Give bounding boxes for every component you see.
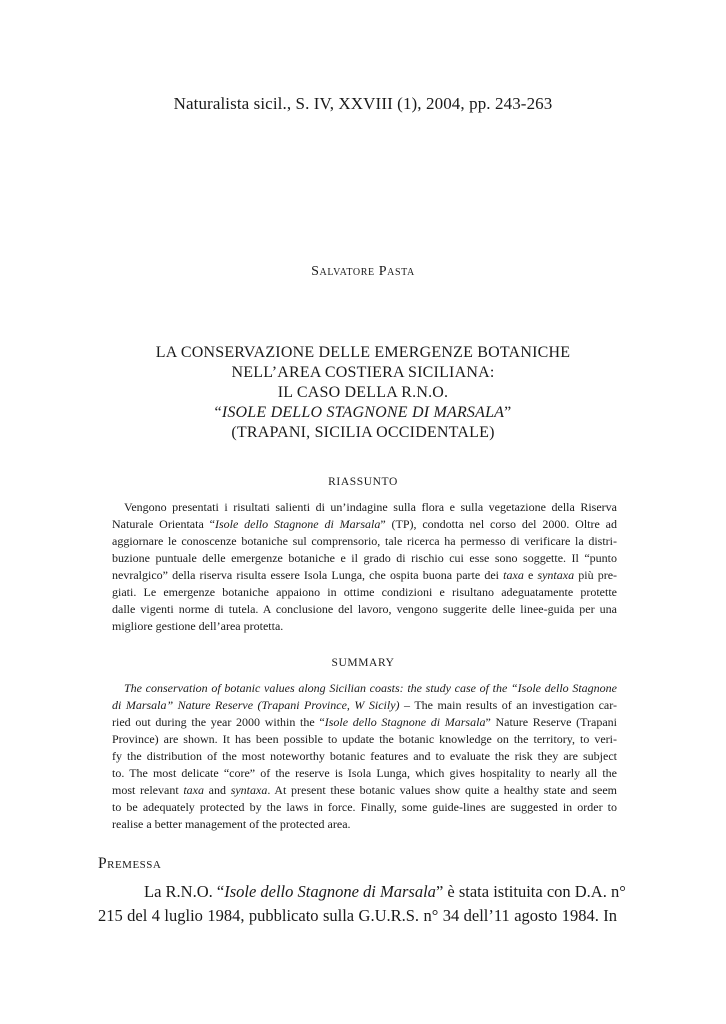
summary-text: The conservation of botanic values along Sicilian coasts: the study case of the “Isole dello Stagnone di Marsala” Nature Reserve (Trapani Province, W Sicily) – The main results of an investigation car- ried out during the year 2000 within the “Isole dello Stagnone di Marsala” Nature Reserve (Trapani Province) are shown. It has been possible to update the botanic knowledge on the territory, to veri- fy the distribution of the most noteworthy botanic features and to evaluate the risk they are subject to. The most delicate “core” of the reserve is Isola Lunga, which gives hospitality to nearly all the most relevant taxa and syntaxa. At present these botanic values show quite a healthy state and seem to be adequately protected by the laws in force. Finally, some guide-lines are suggested in order to realise a better management of the protected area.	[112, 681, 618, 831]
premessa-text: La R.N.O. “Isole dello Stagnone di Marsala” è stata istituita con D.A. n° 215 del 4 luglio 1984, pubblicato sulla G.U.R.S. n° 34 dell’11 agosto 1984. In	[98, 882, 626, 925]
premessa-heading: Premessa	[98, 855, 162, 872]
paper-title	[0, 343, 726, 443]
summary-heading: SUMMARY	[331, 657, 395, 669]
title-line-5: (TRAPANI, SICILIA OCCIDENTALE)	[231, 424, 495, 441]
title-line-2: NELL’AREA COSTIERA SICILIANA:	[231, 364, 495, 381]
title-line-4: “ISOLE DELLO STAGNONE DI MARSALA”	[214, 404, 512, 421]
riassunto-heading: RIASSUNTO	[328, 476, 398, 488]
journal-citation: Naturalista sicil., S. IV, XXVIII (1), 2004, pp. 243-263	[173, 94, 553, 113]
riassunto-text: Vengono presentati i risultati salienti di un’indagine sulla flora e sulla vegetazione della Riserva Naturale Orientata “Isole dello Stagnone di Marsala” (TP), condotta nel corso del 2000. Oltre ad aggiornare le conoscenze botaniche sul comprensorio, tale ricerca ha permesso di verificare la distri- buzione puntuale delle emergenze botaniche e il grado di rischio cui esse sono soggette. Il “punto nevralgico” della riserva risulta essere Isola Lunga, che ospita buona parte dei taxa e syntaxa più pre- giati. Le emergenze botaniche appaiono in ottime condizioni e risultano adeguatamente protette dalle vigenti norme di tutela. A conclusione del lavoro, vengono suggerite delle linee-guida per una migliore gestione dell’area protetta.	[112, 500, 618, 633]
title-line-1: LA CONSERVAZIONE DELLE EMERGENZE BOTANICHE	[155, 344, 571, 361]
author-name: Salvatore Pasta	[311, 264, 415, 279]
title-line-3: IL CASO DELLA R.N.O.	[277, 384, 449, 401]
